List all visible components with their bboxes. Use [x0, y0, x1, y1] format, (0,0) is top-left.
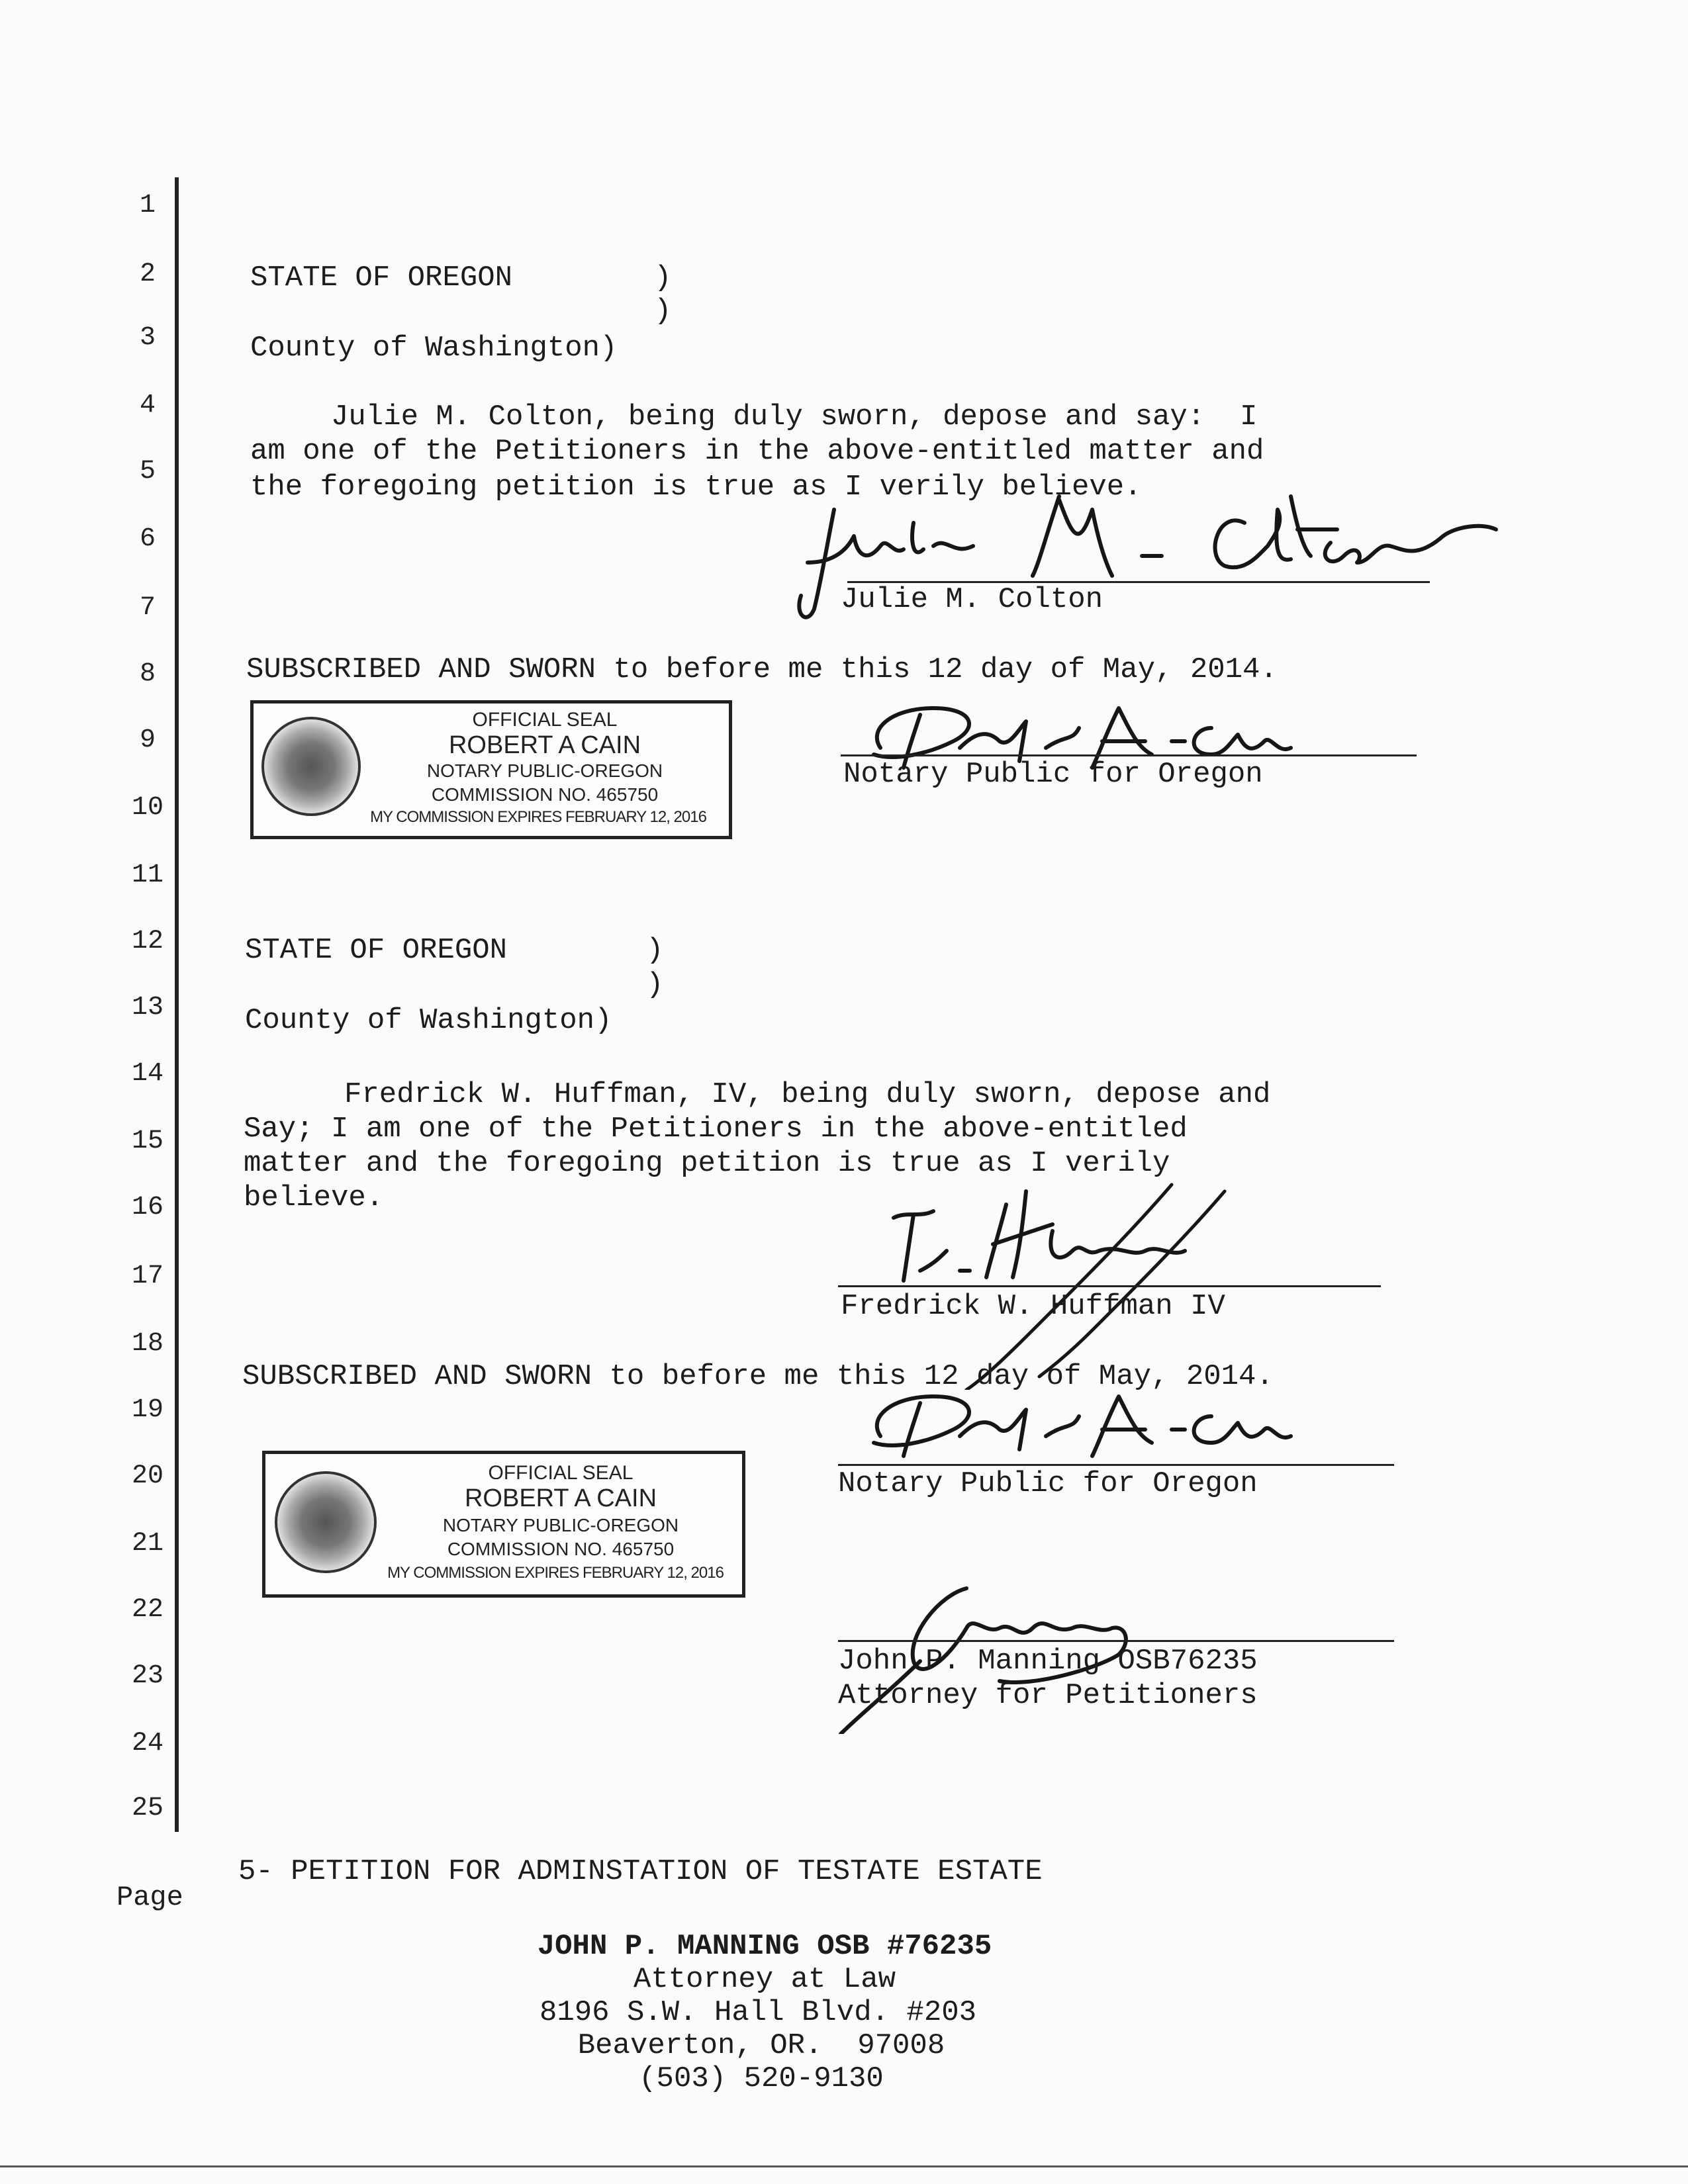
line-number: 14 [131, 1059, 164, 1089]
signature-line [838, 1285, 1381, 1287]
letterhead-phone: (503) 520-9130 [639, 2062, 884, 2095]
stamp-line: COMMISSION NO. 465750 [431, 784, 659, 805]
signer-name: Julie M. Colton [841, 583, 1103, 616]
signature-line [838, 1640, 1394, 1642]
margin-rule [175, 177, 179, 1832]
stamp-line: OFFICIAL SEAL [472, 709, 618, 731]
bottom-rule [0, 2165, 1688, 2167]
affidavit-text: Fredrick W. Huffman, IV, being duly sworn, depose and [344, 1078, 1271, 1111]
line-number: 10 [131, 793, 164, 823]
footer-title: 5- PETITION FOR ADMINSTATION OF TESTATE ESTATE [238, 1855, 1043, 1888]
caption-county: County of Washington) [245, 1004, 612, 1037]
line-number: 18 [131, 1329, 164, 1359]
stamp-line: NOTARY PUBLIC-OREGON [426, 760, 663, 781]
line-number: 23 [131, 1661, 164, 1691]
caption-state: STATE OF OREGON [245, 934, 508, 967]
stamp-line: ROBERT A CAIN [448, 731, 641, 759]
line-number: 5 [139, 457, 156, 486]
signature-line [841, 754, 1417, 756]
attorney-title: Attorney for Petitioners [838, 1679, 1258, 1712]
affidavit-text: believe. [244, 1181, 384, 1214]
notary-label: Notary Public for Oregon [843, 758, 1263, 791]
line-number: 12 [131, 927, 164, 956]
line-number: 20 [131, 1461, 164, 1491]
line-number: 13 [131, 993, 164, 1023]
state-seal-icon [275, 1471, 377, 1573]
line-number: 22 [131, 1595, 164, 1625]
caption-county: County of Washington) [250, 332, 618, 365]
affidavit-text: matter and the foregoing petition is true as I verily [244, 1147, 1170, 1180]
line-number: 19 [131, 1395, 164, 1425]
stamp-line: COMMISSION NO. 465750 [447, 1539, 675, 1559]
stamp-line: OFFICIAL SEAL [488, 1462, 633, 1484]
stamp-line: MY COMMISSION EXPIRES FEBRUARY 12, 2016 [370, 808, 706, 826]
caption-state: STATE OF OREGON [250, 261, 513, 295]
line-number: 4 [139, 390, 156, 420]
line-number: 3 [139, 323, 156, 353]
line-number: 24 [131, 1729, 164, 1758]
signer-name: Fredrick W. Huffman IV [841, 1290, 1225, 1323]
line-number: 8 [139, 659, 156, 689]
notary-label: Notary Public for Oregon [838, 1467, 1258, 1500]
letterhead-city: Beaverton, OR. 97008 [577, 2029, 945, 2062]
footer-page-label: Page [117, 1882, 183, 1913]
caption-paren: ) [654, 295, 672, 328]
stamp-line: ROBERT A CAIN [464, 1484, 657, 1512]
affidavit-text: Julie M. Colton, being duly sworn, depose and say: I [331, 400, 1258, 433]
attorney-name: John P. Manning OSB76235 [838, 1645, 1258, 1678]
line-number: 25 [131, 1794, 164, 1823]
line-number: 11 [131, 860, 164, 890]
signature-robert-cain [841, 1377, 1370, 1466]
jurat-text: SUBSCRIBED AND SWORN to before me this 12 day of May, 2014. [242, 1360, 1274, 1393]
letterhead-name: JOHN P. MANNING OSB #76235 [537, 1930, 992, 1963]
notary-stamp [250, 700, 732, 839]
caption-paren: ) [654, 261, 672, 295]
line-number: 15 [131, 1126, 164, 1156]
notary-stamp [262, 1451, 745, 1598]
stamp-line: MY COMMISSION EXPIRES FEBRUARY 12, 2016 [387, 1564, 724, 1582]
signature-fredrick-huffman [854, 1165, 1278, 1393]
line-number: 2 [139, 259, 156, 289]
letterhead-street: 8196 S.W. Hall Blvd. #203 [539, 1996, 977, 2029]
line-number: 9 [139, 725, 156, 755]
jurat-text: SUBSCRIBED AND SWORN to before me this 12 day of May, 2014. [246, 653, 1278, 686]
affidavit-text: the foregoing petition is true as I verily believe. [250, 471, 1142, 504]
line-number: 1 [139, 191, 156, 220]
line-number: 6 [139, 524, 156, 554]
line-number: 21 [131, 1529, 164, 1559]
caption-paren: ) [646, 934, 664, 967]
caption-paren: ) [646, 968, 664, 1001]
affidavit-text: Say; I am one of the Petitioners in the above-entitled [244, 1113, 1188, 1146]
signature-line [838, 1464, 1394, 1466]
affidavit-text: am one of the Petitioners in the above-entitled matter and [250, 435, 1264, 468]
letterhead-role: Attorney at Law [633, 1963, 896, 1996]
line-number: 16 [131, 1193, 164, 1222]
line-number: 17 [131, 1261, 164, 1291]
line-number: 7 [139, 593, 156, 623]
stamp-line: NOTARY PUBLIC-OREGON [442, 1515, 679, 1535]
state-seal-icon [261, 717, 361, 816]
